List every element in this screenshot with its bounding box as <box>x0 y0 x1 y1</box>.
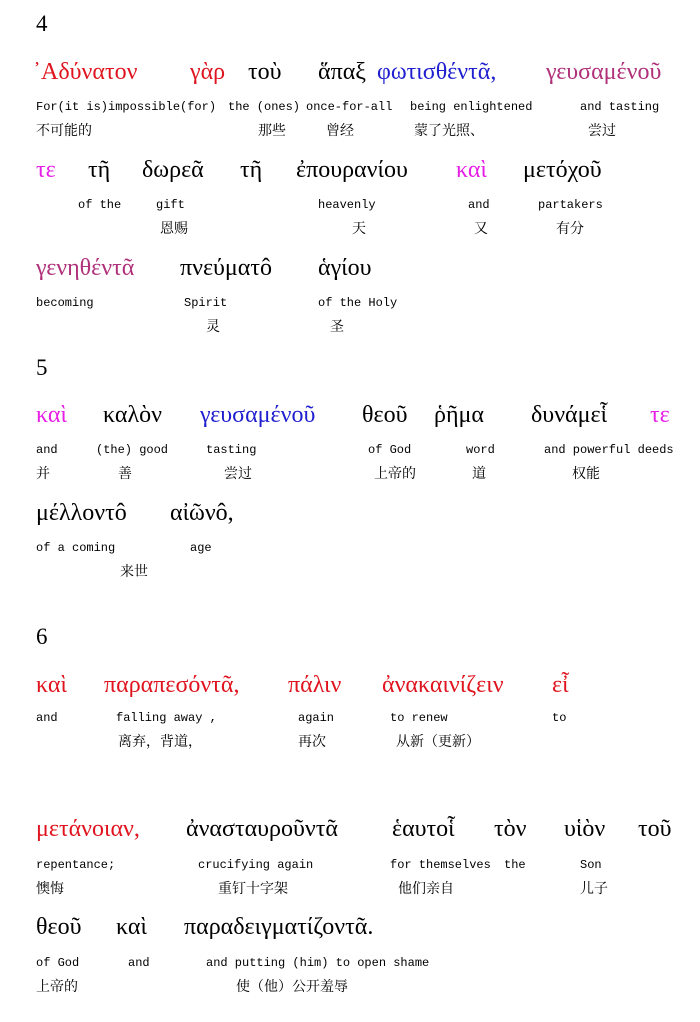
chinese-gloss: 那些 <box>258 123 286 139</box>
chinese-gloss: 从新（更新） <box>396 734 480 750</box>
english-gloss: of God <box>368 443 412 457</box>
chinese-gloss: 来世 <box>120 564 148 580</box>
english-gloss: Son <box>580 858 602 872</box>
chinese-gloss: 不可能的 <box>36 123 92 139</box>
chinese-gloss: 尝过 <box>224 466 252 482</box>
greek-word: ἀνακαινίζειν <box>382 672 504 698</box>
greek-word: τοῦ <box>638 816 672 842</box>
greek-word: μέλλοντô <box>36 500 127 526</box>
verse-number: 6 <box>36 624 48 649</box>
english-gloss: crucifying again <box>198 858 314 872</box>
chinese-gloss: 曾经 <box>326 123 354 139</box>
english-gloss: of a coming <box>36 541 116 555</box>
english-gloss: to <box>552 711 567 725</box>
greek-word: υἱὸν <box>564 816 606 842</box>
english-gloss: of the <box>78 198 122 212</box>
english-gloss: the (ones) <box>228 100 301 114</box>
greek-word: εἶ <box>552 672 569 698</box>
greek-word: ᾿Αδύνατον <box>33 59 138 85</box>
english-gloss: and powerful deeds <box>544 443 674 457</box>
english-gloss: partakers <box>538 198 603 212</box>
greek-word: ἀνασταυροῦντᾶ <box>186 816 338 842</box>
greek-word: τῆ <box>88 157 111 183</box>
english-gloss: once-for-all <box>306 100 393 114</box>
greek-word: πάλιν <box>288 672 342 698</box>
english-gloss: becoming <box>36 296 94 310</box>
greek-word: δωρεᾶ <box>142 157 204 183</box>
chinese-gloss: 儿子 <box>580 881 608 897</box>
chinese-gloss: 再次 <box>298 734 326 750</box>
chinese-gloss: 道 <box>472 466 486 482</box>
greek-word: τε <box>36 157 56 183</box>
greek-word: γευσαμένοῦ <box>546 59 662 85</box>
chinese-gloss: 蒙了光照、 <box>414 123 484 139</box>
chinese-gloss: 上帝的 <box>36 979 78 995</box>
english-gloss: heavenly <box>318 198 376 212</box>
greek-word: ἐπουρανίου <box>296 157 408 183</box>
chinese-gloss: 圣 <box>330 319 344 335</box>
greek-word: ἑαυτοἷ <box>392 816 455 842</box>
greek-word: παραπεσόντᾶ, <box>104 672 240 698</box>
english-gloss: repentance; <box>36 858 116 872</box>
chinese-gloss: 上帝的 <box>374 466 416 482</box>
english-gloss: and <box>36 443 58 457</box>
chinese-gloss: 天 <box>352 221 366 237</box>
greek-word: ἁγίου <box>318 255 372 281</box>
greek-word: γενηθέντᾶ <box>36 255 135 281</box>
english-gloss: and <box>128 956 150 970</box>
chinese-gloss: 使（他）公开羞辱 <box>236 979 348 995</box>
greek-word: καλὸν <box>103 402 162 428</box>
chinese-gloss: 他们亲自 <box>398 881 454 897</box>
english-gloss: (the) good <box>96 443 169 457</box>
english-gloss: for themselves <box>390 858 491 872</box>
chinese-gloss: 重钉十字架 <box>218 881 288 897</box>
greek-word: θεοῦ <box>362 402 408 428</box>
greek-word: μετάνοιαν, <box>36 816 140 842</box>
greek-word: γευσαμένοῦ <box>200 402 316 428</box>
chinese-gloss: 懊悔 <box>36 881 64 897</box>
greek-word: παραδειγματίζοντᾶ. <box>184 914 374 940</box>
greek-word: δυνάμεἷ <box>531 402 608 428</box>
english-gloss: gift <box>156 198 185 212</box>
greek-word: θεοῦ <box>36 914 82 940</box>
chinese-gloss: 权能 <box>572 466 600 482</box>
greek-word: τὸν <box>494 816 527 842</box>
greek-word: ἅπαξ <box>318 59 366 85</box>
greek-word: τοὺ <box>248 59 282 85</box>
greek-word: γὰρ <box>190 59 226 85</box>
chinese-gloss: 善 <box>118 466 132 482</box>
english-gloss: of the Holy <box>318 296 398 310</box>
greek-word: καὶ <box>36 402 67 428</box>
chinese-gloss: 恩赐 <box>160 221 188 237</box>
greek-word: αἰῶνô, <box>170 500 234 526</box>
greek-word: πνεύματô <box>180 255 273 281</box>
english-gloss: the <box>504 858 526 872</box>
chinese-gloss: 尝过 <box>588 123 616 139</box>
chinese-gloss: 离弃，背道， <box>118 734 202 750</box>
english-gloss: age <box>190 541 212 555</box>
english-gloss: of God <box>36 956 80 970</box>
chinese-gloss: 有分 <box>556 221 584 237</box>
chinese-gloss: 灵 <box>206 319 220 335</box>
chinese-gloss: 并 <box>36 466 50 482</box>
greek-word: μετόχοῦ <box>523 157 602 183</box>
greek-word: τῆ <box>240 157 263 183</box>
english-gloss: For(it is)impossible(for) <box>36 100 217 114</box>
greek-word: τε <box>650 402 670 428</box>
english-gloss: falling away , <box>116 711 217 725</box>
greek-word: καὶ <box>116 914 147 940</box>
verse-number: 5 <box>36 355 48 380</box>
english-gloss: again <box>298 711 335 725</box>
greek-word: ῥῆμα <box>434 402 484 428</box>
verse-number: 4 <box>36 11 48 36</box>
english-gloss: to renew <box>390 711 448 725</box>
greek-word: καὶ <box>36 672 67 698</box>
greek-word: φωτισθέντᾶ, <box>377 59 497 85</box>
english-gloss: tasting <box>206 443 257 457</box>
chinese-gloss: 又 <box>474 221 488 237</box>
english-gloss: and <box>468 198 490 212</box>
english-gloss: word <box>466 443 495 457</box>
greek-word: καὶ <box>456 157 487 183</box>
english-gloss: Spirit <box>184 296 228 310</box>
english-gloss: and putting (him) to open shame <box>206 956 430 970</box>
english-gloss: being enlightened <box>410 100 533 114</box>
english-gloss: and <box>36 711 58 725</box>
english-gloss: and tasting <box>580 100 660 114</box>
